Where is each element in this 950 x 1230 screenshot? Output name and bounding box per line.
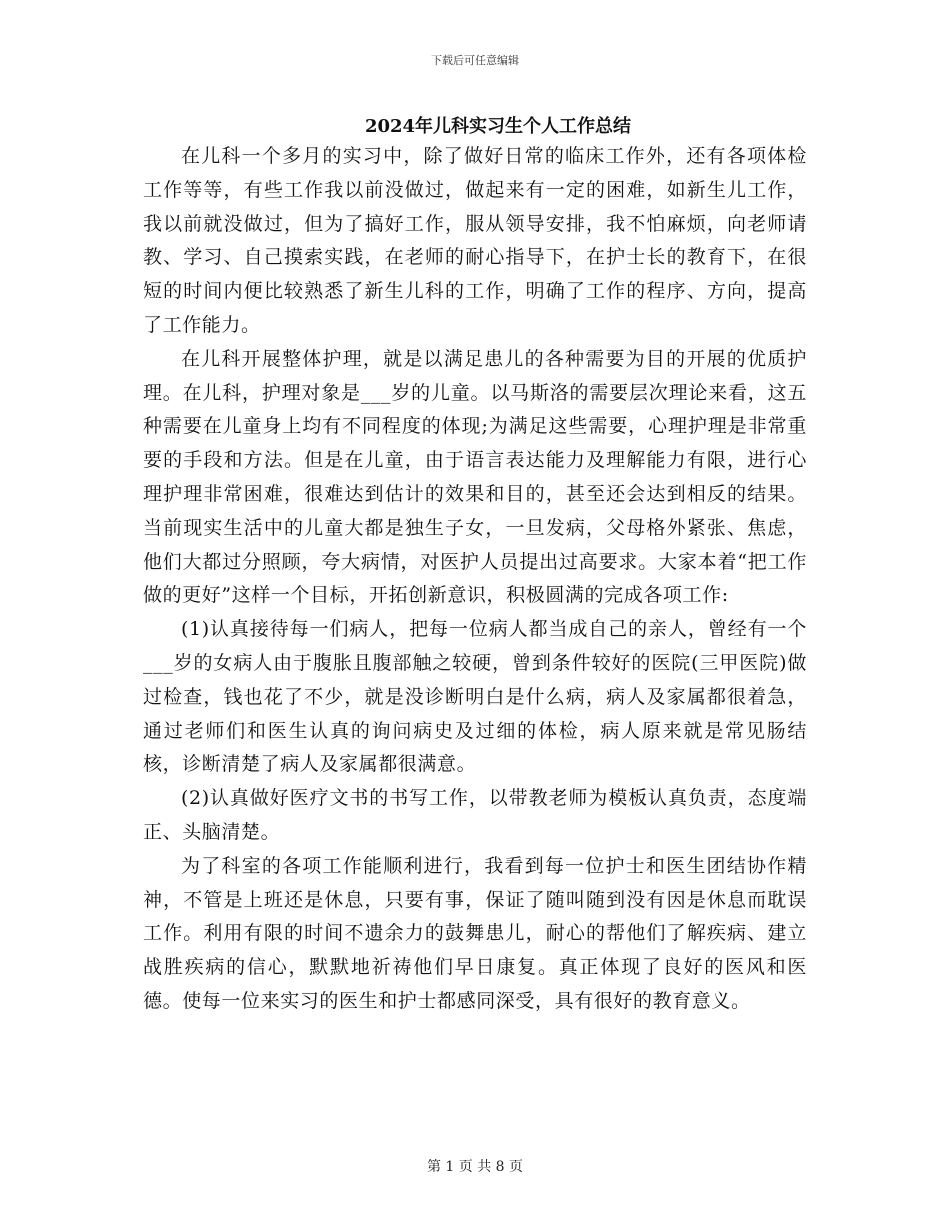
paragraph-5: 为了科室的各项工作能顺利进行，我看到每一位护士和医生团结协作精神，不管是上班还是休息，只要有事，保证了随叫随到没有因是休息而耽误工作。利用有限的时间不遗余力的鼓舞患儿，耐心的帮他们了解疾病、建立战胜疾病的信心，默默地祈祷他们早日康复。真正体现了良好的医风和医德。使每一位来实习的医生和护士都感同深受，具有很好的教育意义。 (143, 854, 807, 1012)
paragraph-1: 在儿科一个多月的实习中，除了做好日常的临床工作外，还有各项体检工作等等，有些工作我以前没做过，做起来有一定的困难，如新生儿工作，我以前就没做过，但为了搞好工作，服从领导安排，我不怕麻烦，向老师请教、学习、自己摸索实践，在老师的耐心指导下，在护士长的教育下，在很短的时间内便比较熟悉了新生儿科的工作，明确了工作的程序、方向，提高了工作能力。 (143, 145, 807, 336)
paragraph-2: 在儿科开展整体护理，就是以满足患儿的各种需要为目的开展的优质护理。在儿科，护理对象是___岁的儿童。以马斯洛的需要层次理论来看，这五种需要在儿童身上均有不同程度的体现;为满足这些需要，心理护理是非常重要的手段和方法。但是在儿童，由于语言表达能力及理解能力有限，进行心理护理非常困难，很难达到估计的效果和目的，甚至还会达到相反的结果。当前现实生活中的儿童大都是独生子女，一旦发病，父母格外紧张、焦虑，他们大都过分照顾，夸大病情，对医护人员提出过高要求。大家本着“把工作做的更好”这样一个目标，开拓创新意识，积极圆满的完成各项工作: (143, 347, 807, 607)
paragraph-4: (2)认真做好医疗文书的书写工作，以带教老师为模板认真负责，态度端正、头脑清楚。 (143, 787, 807, 843)
document-title: 2024年儿科实习生个人工作总结 (364, 116, 632, 137)
paragraph-3: (1)认真接待每一们病人，把每一位病人都当成自己的亲人，曾经有一个___岁的女病人由于腹胀且腹部触之较硬，曾到条件较好的医院(三甲医院)做过检查，钱也花了不少，就是没诊断明白是什么病，病人及家属都很着急，通过老师们和医生认真的询问病史及过细的体检，病人原来就是常见肠结核，诊断清楚了病人及家属都很满意。 (143, 618, 807, 776)
page-footer: 第 1 页 共 8 页 (426, 1159, 524, 1175)
header-note: 下载后可任意编辑 (431, 54, 519, 67)
document-body (143, 140, 807, 1019)
